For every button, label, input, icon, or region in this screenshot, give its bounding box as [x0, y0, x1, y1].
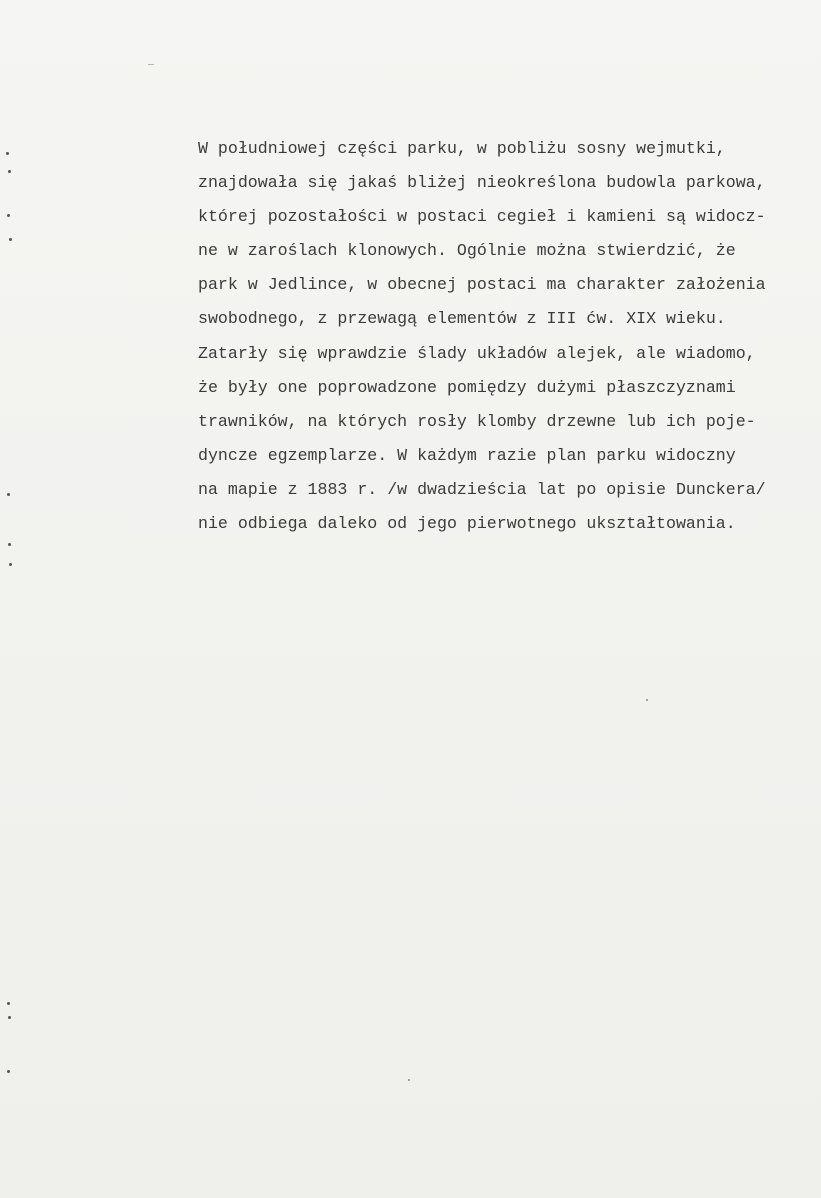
punch-hole-mark [9, 238, 12, 241]
text-line: trawników, na których rosły klomby drzewne lub ich poje- [198, 411, 756, 431]
punch-hole-mark [7, 1070, 10, 1073]
text-line: ne w zaroślach klonowych. Ogólnie można stwierdzić, że [198, 241, 736, 261]
punch-hole-mark [7, 493, 10, 496]
punch-hole-mark [9, 563, 12, 566]
text-line: Zatarły się wprawdzie ślady układów alejek, ale wiadomo, [198, 343, 756, 363]
punch-hole-mark [8, 543, 11, 546]
text-line: W południowej części parku, w pobliżu sosny wejmutki, [198, 139, 726, 158]
punch-hole-mark [6, 152, 9, 155]
punch-hole-mark [7, 1002, 10, 1005]
paper-speck [646, 699, 648, 701]
text-line: znajdowała się jakaś bliżej nieokreślona budowla parkowa, [198, 173, 766, 193]
text-line: na mapie z 1883 r. /w dwadzieścia lat po opisie Dunckera/ [198, 479, 766, 499]
paper-speck [408, 1079, 410, 1081]
text-line: której pozostałości w postaci cegieł i kamieni są widocz- [198, 207, 766, 227]
punch-hole-mark [8, 170, 11, 173]
text-line: że były one poprowadzone pomiędzy dużymi płaszczyznami [198, 377, 736, 397]
text-line: dyncze egzemplarze. W każdym razie plan parku widoczny [198, 445, 736, 465]
typewritten-paragraph [198, 132, 798, 541]
punch-hole-mark [7, 214, 10, 217]
text-line: park w Jedlince, w obecnej postaci ma charakter założenia [198, 275, 766, 295]
text-line: swobodnego, z przewagą elementów z III ćw. XIX wieku. [198, 309, 726, 329]
paper-speck [148, 64, 154, 65]
punch-hole-mark [8, 1016, 11, 1019]
text-line: nie odbiega daleko od jego pierwotnego ukształtowania. [198, 514, 736, 534]
